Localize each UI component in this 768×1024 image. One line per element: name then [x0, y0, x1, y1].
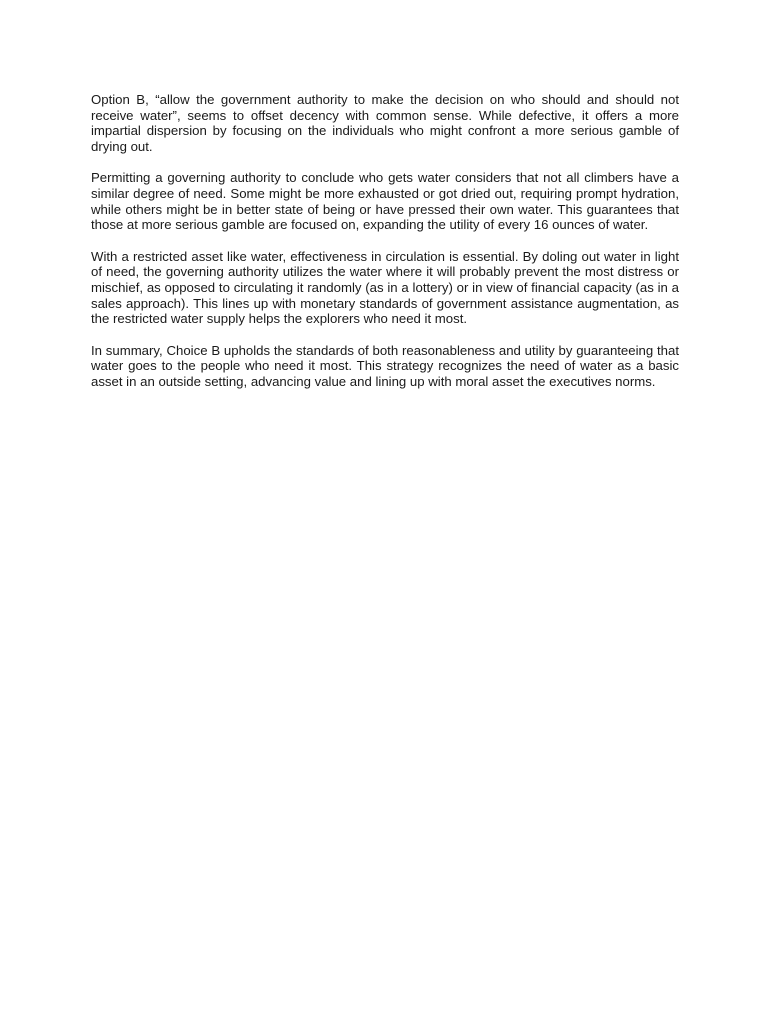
document-body	[91, 92, 679, 406]
paragraph-governing-authority: Permitting a governing authority to conclude who gets water considers that not all climbers have a similar degree of need. Some might be more exhausted or got dried out, requiring prompt hydration, while others might be in better state of being or have pressed their own water. This guarantees that those at more serious gamble are focused on, expanding the utility of every 16 ounces of water.	[91, 170, 679, 233]
paragraph-summary: In summary, Choice B upholds the standards of both reasonableness and utility by guaranteeing that water goes to the people who need it most. This strategy recognizes the need of water as a basic asset in an outside setting, advancing value and lining up with moral asset the executives norms.	[91, 342, 679, 389]
paragraph-restricted-asset: With a restricted asset like water, effectiveness in circulation is essential. By doling out water in light of need, the governing authority utilizes the water where it will probably prevent the most distress or mischief, as opposed to circulating it randomly (as in a lottery) or in view of financial capacity (as in a sales approach). This lines up with monetary standards of government assistance augmentation, as the restricted water supply helps the explorers who need it most.	[91, 248, 679, 327]
paragraph-option-b: Option B, “allow the government authority to make the decision on who should and should not receive water”, seems to offset decency with common sense. While defective, it offers a more impartial dispersion by focusing on the individuals who might confront a more serious gamble of drying out.	[91, 92, 679, 154]
